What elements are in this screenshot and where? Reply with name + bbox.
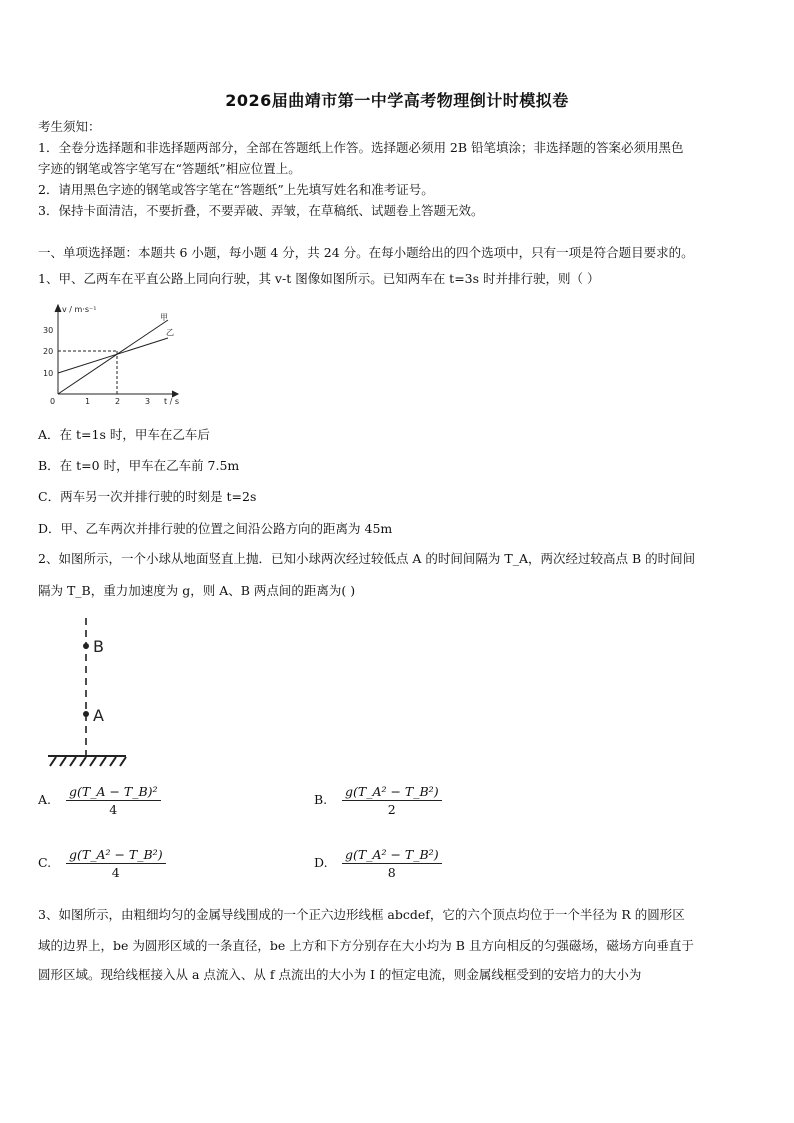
line-label-jia: 甲: [160, 313, 168, 322]
q2-option-a: [38, 784, 161, 817]
numerator: g(T_A − T_B)²: [66, 784, 161, 801]
denominator: 2: [387, 802, 396, 817]
denominator: 4: [111, 865, 120, 880]
x-axis-label: t / s: [164, 397, 180, 406]
x-tick-label: 2: [115, 397, 121, 406]
numerator: g(T_A² − T_B²): [66, 847, 166, 864]
q2-option-d: [314, 847, 442, 880]
q3-stem-line3: 圆形区域。现给线框接入从 a 点流入、从 f 点流出的大小为 I 的恒定电流，则金属线框受到的安培力的大小为: [38, 967, 642, 982]
x-tick-label: 3: [145, 397, 151, 406]
option-label: A.: [38, 792, 52, 807]
notice-item: 1．全卷分选择题和非选择题两部分，全部在答题纸上作答。选择题必须用 2B 铅笔填涂；非选择题的答案必须用黑色: [38, 140, 684, 155]
fraction: [66, 847, 166, 880]
page-title: 2026届曲靖市第一中学高考物理倒计时模拟卷: [225, 91, 569, 110]
q1-option-b: B．在 t=0 时，甲车在乙车前 7.5m: [38, 458, 240, 473]
line-jia: [58, 320, 168, 394]
q1-stem: 1、甲、乙两车在平直公路上同向行驶，其 v-t 图像如图所示。已知两车在 t=3s 时并排行驶，则（ ）: [38, 271, 600, 286]
q2-stem-line2: 隔为 T_B，重力加速度为 g，则 A、B 两点间的距离为( ): [38, 583, 356, 598]
denominator: 4: [109, 802, 118, 817]
x-tick-label: 1: [85, 397, 91, 406]
notice-heading: 考生须知：: [38, 119, 101, 134]
q1-option-a: A．在 t=1s 时，甲车在乙车后: [38, 427, 210, 442]
numerator: g(T_A² − T_B²): [342, 847, 442, 864]
y-tick-label: 30: [43, 326, 54, 335]
option-label: D.: [314, 855, 328, 870]
q2-option-c: [38, 847, 166, 880]
denominator: 8: [387, 865, 396, 880]
q1-option-d: D．甲、乙车两次并排行驶的位置之间沿公路方向的距离为 45m: [38, 521, 393, 536]
q1-vt-graph: [40, 302, 190, 410]
point-a: [83, 711, 89, 717]
q2-throw-figure: [40, 614, 140, 770]
q3-stem-line2: 域的边界上，be 为圆形区域的一条直径，be 上方和下方分别存在大小均为 B 且方向相反的匀强磁场，磁场方向垂直于: [38, 938, 694, 953]
y-tick-label: 20: [43, 347, 54, 356]
numerator: g(T_A² − T_B²): [342, 784, 442, 801]
line-label-yi: 乙: [166, 328, 174, 337]
point-b: [83, 643, 89, 649]
notice-item: 2．请用黑色字迹的钢笔或答字笔在“答题纸”上先填写姓名和准考证号。: [38, 182, 434, 197]
notice-item: 3．保持卡面清洁，不要折叠，不要弄破、弄皱，在草稿纸、试题卷上答题无效。: [38, 203, 484, 218]
q2-option-b: [314, 784, 442, 817]
label-a: A: [93, 706, 104, 725]
option-label: B.: [314, 792, 328, 807]
fraction: [66, 784, 161, 817]
x-tick-label: 0: [50, 397, 56, 406]
q2-stem-line1: 2、如图所示，一个小球从地面竖直上抛．已知小球两次经过较低点 A 的时间间隔为 T_A，两次经过较高点 B 的时间间: [38, 551, 696, 566]
option-label: C.: [38, 855, 52, 870]
fraction: [342, 784, 442, 817]
y-axis-label: v / m·s⁻¹: [62, 305, 97, 314]
line-yi: [58, 338, 168, 373]
q3-stem-line1: 3、如图所示，由粗细均匀的金属导线围成的一个正六边形线框 abcdef，它的六个顶点均位于一个半径为 R 的圆形区: [38, 907, 685, 922]
fraction: [342, 847, 442, 880]
q1-option-c: C．两车另一次并排行驶的时刻是 t=2s: [38, 489, 257, 504]
label-b: B: [93, 637, 104, 656]
section-heading: 一、单项选择题：本题共 6 小题，每小题 4 分，共 24 分。在每小题给出的四个选项中，只有一项是符合题目要求的。: [38, 245, 694, 260]
notice-item: 字迹的钢笔或答字笔写在“答题纸”相应位置上。: [38, 161, 301, 176]
y-tick-label: 10: [43, 369, 54, 378]
